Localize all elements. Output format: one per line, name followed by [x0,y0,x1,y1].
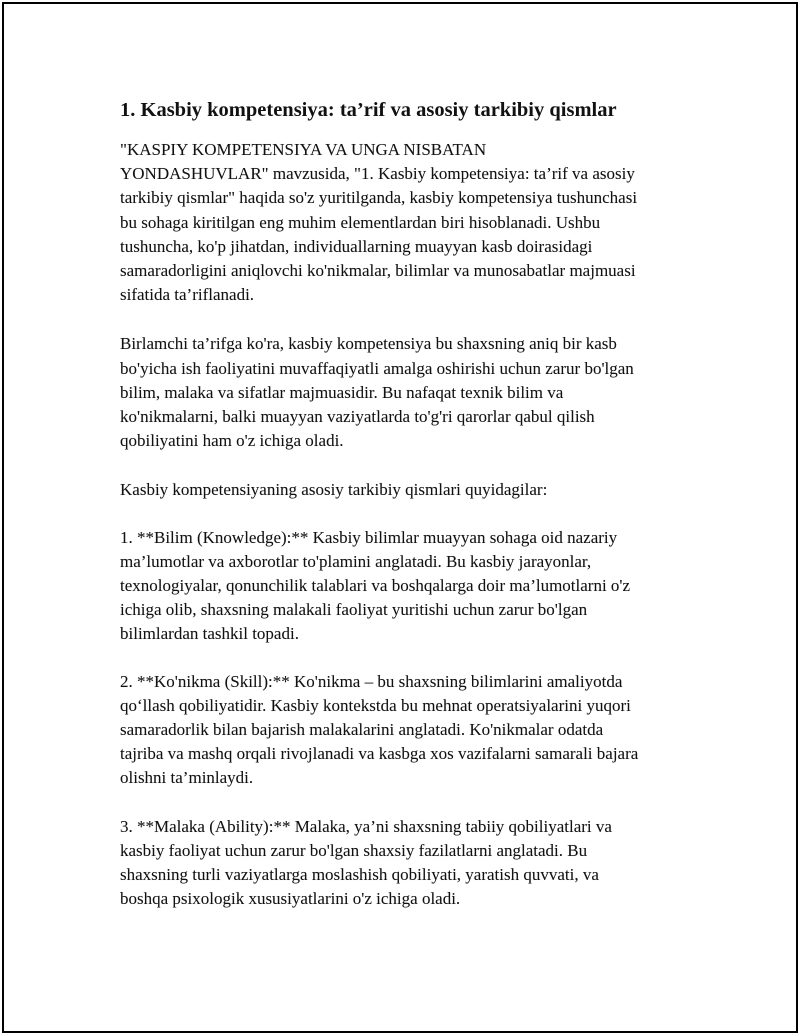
paragraph-line: sifatida ta’riflanadi. [120,285,255,305]
paragraph-line: YONDASHUVLAR" mavzusida, "1. Kasbiy kompetensiya: ta’rif va asosiy [120,164,635,184]
paragraph-line: bu sohaga kiritilgan eng muhim elementlardan biri hisoblanadi. Ushbu [120,212,601,232]
paragraph-line: texnologiyalar, qonunchilik talablari va boshqalarga doir ma’lumotlarni o'z [120,576,631,596]
paragraph-line: olishni ta’minlaydi. [120,768,254,788]
paragraph-line: boshqa psixologik xususiyatlarini o'z ichiga oladi. [120,889,461,909]
section-heading: 1. Kasbiy kompetensiya: ta’rif va asosiy tarkibiy qismlar [120,99,617,121]
paragraph-line: 2. **Ko'nikma (Skill):** Ko'nikma – bu shaxsning bilimlarini amaliyotda [120,671,623,691]
paragraph-line: bilimlardan tashkil topadi. [120,624,299,644]
paragraph-line: samaradorlik bilan bajarish malakalarini anglatadi. Ko'nikmalar odatda [120,720,604,740]
paragraph-line: tajriba va mashq orqali rivojlanadi va kasbga xos vazifalarni samarali bajara [120,744,639,764]
paragraph-line: ma’lumotlar va axborotlar to'plamini anglatadi. Bu kasbiy jarayonlar, [120,551,592,571]
paragraph-ability [120,815,690,912]
paragraph-line: tarkibiy qismlar" haqida so'z yuritilganda, kasbiy kompetensiya tushunchasi [120,188,638,208]
paragraph-definition [120,332,690,453]
paragraph-line: bilim, malaka va sifatlar majmuasidir. Bu nafaqat texnik bilim va [120,382,564,402]
page-frame [2,2,798,1033]
paragraph-line: bo'yicha ish faoliyatini muvaffaqiyatli amalga oshirishi uchun zarur bo'lgan [120,358,634,378]
paragraph-intro [120,138,690,307]
paragraph-line: shaxsning turli vaziyatlarga moslashish qobiliyati, yaratish quvvati, va [120,865,599,885]
paragraph-line: Kasbiy kompetensiyaning asosiy tarkibiy qismlari quyidagilar: [120,480,548,500]
paragraph-line: 3. **Malaka (Ability):** Malaka, ya’ni shaxsning tabiiy qobiliyatlari va [120,816,612,836]
paragraph-line: tushuncha, ko'p jihatdan, individuallarning muayyan kasb doirasidagi [120,236,593,256]
paragraph-knowledge [120,526,690,647]
paragraph-line: ichiga olib, shaxsning malakali faoliyat yuritishi uchun zarur bo'lgan [120,600,588,620]
paragraph-line: "KASPIY KOMPETENSIYA VA UNGA NISBATAN [120,140,487,159]
paragraph-line: 1. **Bilim (Knowledge):** Kasbiy bilimlar muayyan sohaga oid nazariy [120,527,618,547]
document-body [120,96,690,935]
paragraph-skill [120,670,690,791]
paragraph-line: kasbiy faoliyat uchun zarur bo'lgan shaxsiy fazilatlarni anglatadi. Bu [120,840,588,860]
paragraph-line: ko'nikmalarni, balki muayyan vaziyatlarda to'g'ri qarorlar qabul qilish [120,407,595,427]
paragraph-components-intro [120,478,690,502]
paragraph-line: qo‘llash qobiliyatidir. Kasbiy kontekstda bu mehnat operatsiyalarini yuqori [120,695,631,715]
paragraph-line: Birlamchi ta’rifga ko'ra, kasbiy kompetensiya bu shaxsning aniq bir kasb [120,334,617,354]
paragraph-line: samaradorligini aniqlovchi ko'nikmalar, bilimlar va munosabatlar majmuasi [120,261,636,281]
paragraph-line: qobiliyatini ham o'z ichiga oladi. [120,431,344,451]
